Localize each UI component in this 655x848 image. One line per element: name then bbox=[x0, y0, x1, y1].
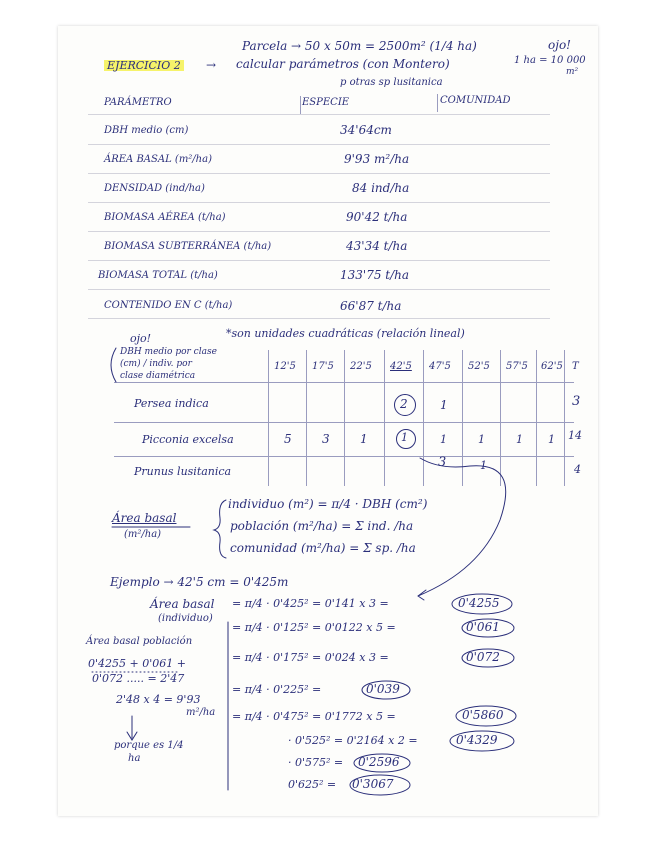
exercise-title: EJERCICIO 2 bbox=[104, 60, 184, 71]
class-count: 1 bbox=[480, 459, 487, 472]
class-count: 1 bbox=[440, 433, 447, 446]
param-value: 34'64cm bbox=[340, 123, 392, 137]
hectare-unit: m² bbox=[566, 67, 579, 77]
units-note: *son unidades cuadráticas (relación lineal) bbox=[226, 327, 465, 340]
other-species-note: p otras sp lusitanica bbox=[340, 77, 443, 88]
class-count: 1 bbox=[401, 431, 408, 444]
ojo-note: ojo! bbox=[130, 332, 152, 345]
class-table-corner-line: clase diamétrica bbox=[120, 371, 196, 381]
class-table-corner-line: DBH medio por clase bbox=[120, 347, 217, 357]
area-basal-title: Área basal bbox=[112, 511, 177, 525]
param-value: 84 ind/ha bbox=[352, 181, 410, 195]
example-sum-line: 0'4255 + 0'061 + bbox=[88, 657, 186, 670]
class-count: 1 bbox=[478, 433, 485, 446]
example-reason: porque es 1/4 bbox=[114, 740, 184, 751]
example-sum-line: m²/ha bbox=[186, 707, 216, 718]
calc-result: 0'2596 bbox=[358, 755, 400, 769]
calc-result: 0'3067 bbox=[352, 777, 394, 791]
example-sum-line: 0'072 ..... = 2'47 bbox=[92, 672, 185, 685]
hectare-equivalence: 1 ha = 10 000 bbox=[514, 55, 586, 66]
class-count: 1 bbox=[360, 432, 368, 446]
parcela-note: Parcela → 50 x 50m = 2500m² (1/4 ha) bbox=[242, 39, 477, 53]
calc-expression: = π/4 · 0'475² = 0'1772 x 5 = bbox=[232, 710, 396, 723]
param-label: DENSIDAD (ind/ha) bbox=[104, 183, 205, 194]
calc-result: 0'039 bbox=[366, 682, 400, 696]
example-area-label: Área basal bbox=[150, 597, 215, 611]
calc-result: 0'5860 bbox=[462, 708, 504, 722]
calc-result: 0'4255 bbox=[458, 596, 500, 610]
example-reason: ha bbox=[128, 753, 141, 764]
class-header: 57'5 bbox=[506, 361, 528, 372]
param-label: ÁREA BASAL (m²/ha) bbox=[104, 154, 212, 165]
species-name: Picconia excelsa bbox=[142, 433, 234, 446]
calc-result: 0'061 bbox=[466, 620, 500, 634]
class-count: 3 bbox=[438, 455, 447, 470]
calc-result: 0'4329 bbox=[456, 733, 498, 747]
class-header: 62'5 bbox=[541, 361, 563, 372]
class-header: 22'5 bbox=[350, 361, 372, 372]
param-header-parametro: PARÁMETRO bbox=[104, 97, 172, 108]
class-count: 3 bbox=[322, 432, 330, 446]
species-name: Prunus lusitanica bbox=[134, 465, 232, 478]
ojo-top-note: ojo! bbox=[548, 38, 571, 52]
param-label: BIOMASA TOTAL (t/ha) bbox=[98, 270, 218, 281]
class-header: 42'5 bbox=[390, 361, 412, 372]
class-header: 12'5 bbox=[274, 361, 296, 372]
class-count: 5 bbox=[284, 432, 292, 446]
param-header-comunidad: COMUNIDAD bbox=[440, 95, 511, 106]
header-arrow: → bbox=[206, 58, 217, 72]
area-basal-definition: comunidad (m²/ha) = Σ sp. /ha bbox=[230, 541, 416, 555]
calc-expression: 0'625² = bbox=[288, 778, 337, 791]
param-value: 66'87 t/ha bbox=[340, 299, 402, 313]
param-label: CONTENIDO EN C (t/ha) bbox=[104, 300, 233, 311]
calc-expression: = π/4 · 0'175² = 0'024 x 3 = bbox=[232, 651, 389, 664]
species-name: Persea indica bbox=[134, 397, 209, 410]
exercise-task: calcular parámetros (con Montero) bbox=[236, 57, 450, 71]
param-label: BIOMASA SUBTERRÁNEA (t/ha) bbox=[104, 241, 272, 252]
class-total: 14 bbox=[568, 429, 582, 442]
example-sum-line: 2'48 x 4 = 9'93 bbox=[116, 693, 201, 706]
param-label: DBH medio (cm) bbox=[104, 125, 189, 136]
calc-expression: · 0'525² = 0'2164 x 2 = bbox=[288, 734, 418, 747]
calc-expression: = π/4 · 0'425² = 0'141 x 3 = bbox=[232, 597, 389, 610]
example-intro: Ejemplo → 42'5 cm = 0'425m bbox=[110, 575, 289, 589]
class-count: 1 bbox=[516, 433, 523, 446]
class-count: 1 bbox=[548, 433, 555, 446]
class-total: 4 bbox=[574, 463, 581, 476]
class-header: 47'5 bbox=[429, 361, 451, 372]
param-header-especie: ESPECIE bbox=[302, 97, 350, 108]
class-count: 2 bbox=[400, 397, 408, 411]
param-value: 43'34 t/ha bbox=[346, 239, 408, 253]
class-header-total: T bbox=[572, 361, 579, 372]
calc-expression: = π/4 · 0'225² = bbox=[232, 683, 322, 696]
class-table-corner-line: (cm) / indiv. por bbox=[120, 359, 192, 369]
calc-expression: = π/4 · 0'125² = 0'0122 x 5 = bbox=[232, 621, 396, 634]
example-pob-label: Área basal población bbox=[86, 636, 193, 647]
calc-result: 0'072 bbox=[466, 650, 500, 664]
area-basal-definition: individuo (m²) = π/4 · DBH (cm²) bbox=[228, 497, 428, 511]
example-area-sub: (individuo) bbox=[158, 613, 213, 624]
param-value: 90'42 t/ha bbox=[346, 210, 408, 224]
class-count: 1 bbox=[440, 398, 448, 412]
param-value: 133'75 t/ha bbox=[340, 268, 410, 282]
class-header: 52'5 bbox=[468, 361, 490, 372]
class-total: 3 bbox=[572, 394, 581, 409]
class-header: 17'5 bbox=[312, 361, 334, 372]
area-basal-definition: población (m²/ha) = Σ ind. /ha bbox=[230, 519, 414, 533]
area-basal-unit: (m²/ha) bbox=[124, 529, 162, 540]
param-value: 9'93 m²/ha bbox=[344, 152, 410, 166]
calc-expression: · 0'575² = bbox=[288, 756, 344, 769]
param-label: BIOMASA AÉREA (t/ha) bbox=[104, 212, 226, 223]
